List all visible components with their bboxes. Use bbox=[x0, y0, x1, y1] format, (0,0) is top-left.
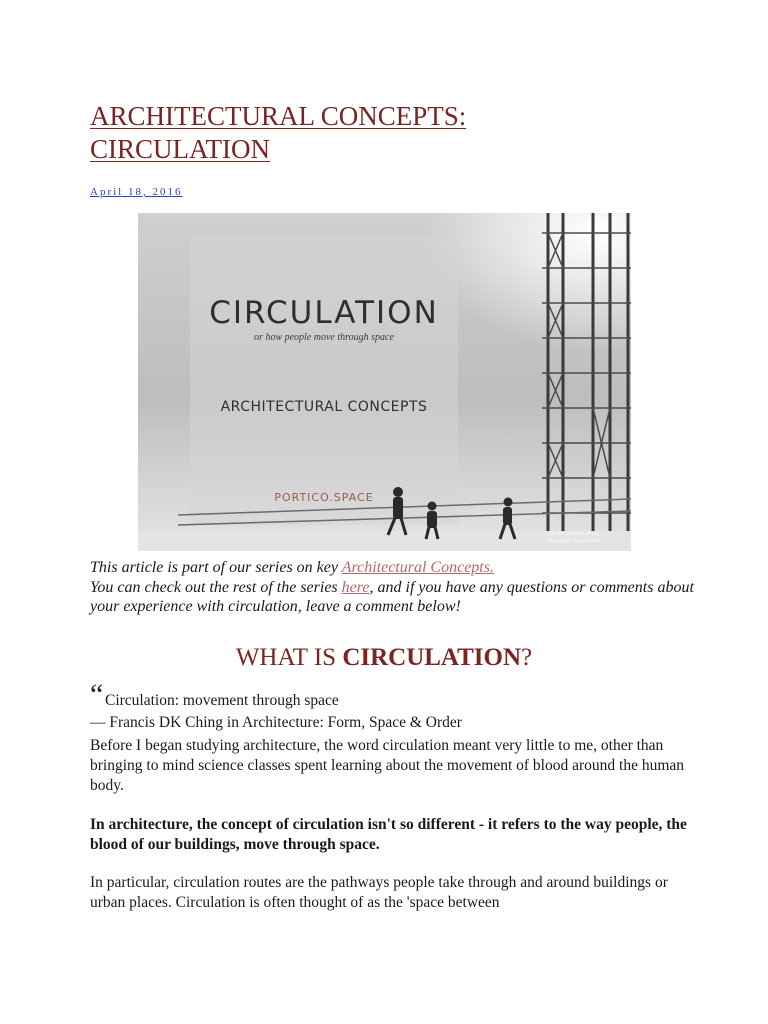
intro-text-1: This article is part of our series on key bbox=[90, 559, 342, 576]
series-intro bbox=[90, 558, 700, 617]
body-paragraph-3: In particular, circulation routes are the pathways people take through and around buildings or urban places. Circulation is often thought of as the 'space between bbox=[90, 874, 668, 911]
series-here-link[interactable]: here bbox=[341, 578, 370, 596]
hero-series-label: ARCHITECTURAL CONCEPTS bbox=[220, 399, 428, 415]
quote-text: Circulation: movement through space bbox=[105, 692, 339, 709]
hero-subheading: or how people move through space bbox=[254, 332, 394, 343]
hero-credit-line1: Cite des Sciences, Paris bbox=[546, 531, 599, 537]
body-paragraph-1: Before I began studying architecture, the word circulation meant very little to me, other than bringing to mind science classes spent learning about the movement of blood around the human body. bbox=[90, 737, 685, 794]
hero-credit-line2: Photograph Sonya Birch bbox=[546, 538, 601, 544]
title-line-2[interactable]: CIRCULATION bbox=[90, 134, 270, 164]
hero-illustration bbox=[138, 213, 631, 551]
title-line-1[interactable]: ARCHITECTURAL CONCEPTS: bbox=[90, 101, 467, 131]
intro-text-2: You can check out the rest of the series bbox=[90, 578, 342, 596]
post-date-link[interactable]: April 18, 2016 bbox=[90, 186, 183, 198]
quote-mark-icon: “ bbox=[90, 678, 104, 711]
body-paragraph-2: In architecture, the concept of circulation isn't so different - it refers to the way people, the blood of our buildings, move through space. bbox=[90, 816, 687, 853]
hero-brand: PORTICO.SPACE bbox=[274, 491, 374, 504]
hero-image bbox=[138, 213, 631, 551]
heading-bold: CIRCULATION bbox=[342, 644, 522, 671]
heading-prefix: WHAT IS bbox=[235, 644, 343, 671]
quote-attribution: — Francis DK Ching in Architecture: Form, Space & Order bbox=[90, 714, 462, 731]
architectural-concepts-link[interactable]: Architectural Concepts. bbox=[341, 559, 494, 576]
intro-text-3: , and if you have any questions or comments about your experience with circulation, leave a comment below! bbox=[90, 578, 694, 615]
heading-suffix: ? bbox=[521, 644, 533, 671]
article-title[interactable] bbox=[90, 100, 690, 166]
section-heading bbox=[0, 644, 768, 672]
hero-heading: CIRCULATION bbox=[209, 295, 439, 331]
